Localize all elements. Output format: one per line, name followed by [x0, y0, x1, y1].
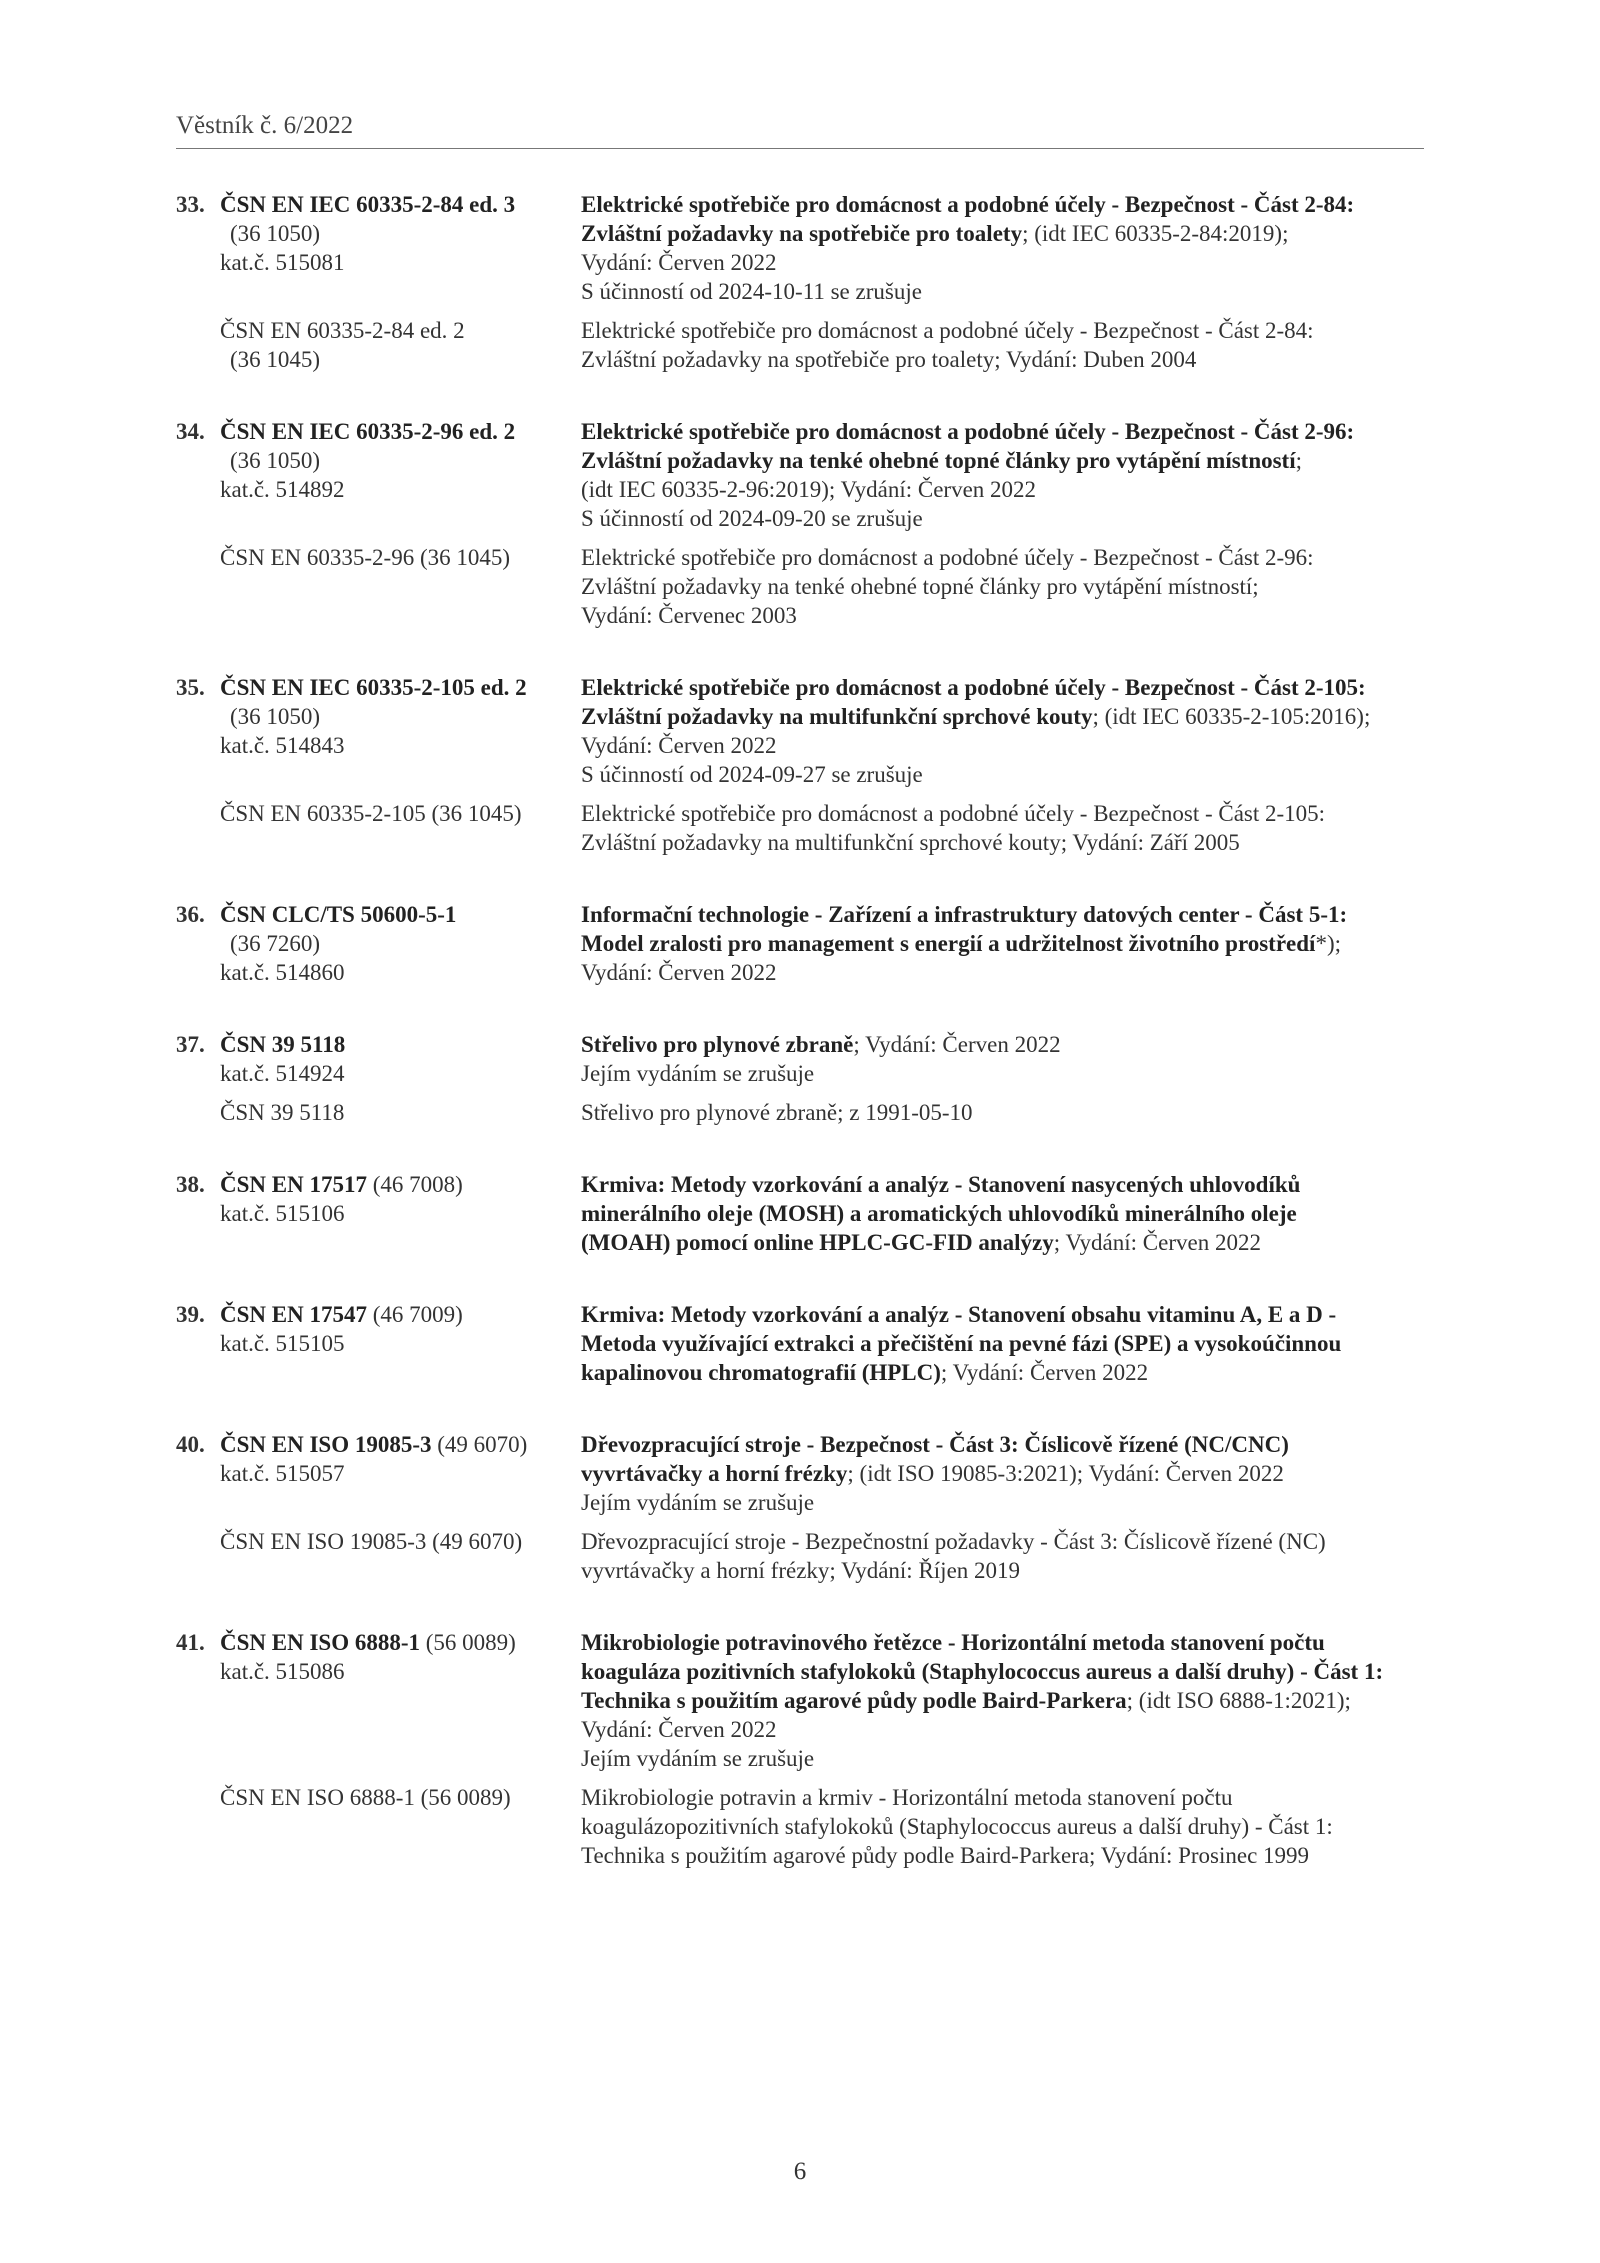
- standard-title-block: [581, 1430, 1424, 1517]
- standard-title-block: [581, 673, 1424, 789]
- catalog-number: kat.č. 515081: [220, 250, 345, 275]
- standard-id: ČSN EN ISO 6888-1: [220, 1630, 421, 1655]
- replaced-id-column: [176, 543, 581, 630]
- standard-id-line: [176, 1430, 581, 1459]
- standard-code: (46 7008): [372, 1172, 463, 1197]
- replaced-line: vyvrtávačky a horní frézky; Vydání: Říjen 2019: [581, 1558, 1021, 1583]
- meta-line: Jejím vydáním se zrušuje: [581, 1746, 815, 1771]
- standard-description: [581, 1430, 1424, 1517]
- standard-id-column: [176, 190, 581, 306]
- standard-row: [176, 1300, 1424, 1387]
- standard-entry: [176, 417, 1424, 630]
- standard-title-block: [581, 900, 1424, 987]
- replaced-standard-id: ČSN EN 60335-2-84 ed. 2: [220, 318, 465, 343]
- standard-title-block: [581, 190, 1424, 306]
- entry-number: 38.: [176, 1172, 205, 1197]
- title-line: Metoda využívající extrakci a přečištění na pevné fázi (SPE) a vysokoúčinnou: [581, 1331, 1342, 1356]
- replaced-standard-row: [176, 316, 1424, 374]
- meta-line: Vydání: Červen 2022: [581, 960, 777, 985]
- standard-row: [176, 1628, 1424, 1773]
- meta-line: Jejím vydáním se zrušuje: [581, 1490, 815, 1515]
- title-line: Zvláštní požadavky na multifunkční sprchové kouty: [581, 704, 1093, 729]
- standard-description: [581, 900, 1424, 987]
- title-line: Krmiva: Metody vzorkování a analýz - Stanovení obsahu vitaminu A, E a D -: [581, 1302, 1337, 1327]
- meta-line: ; Vydání: Červen 2022: [1053, 1230, 1261, 1255]
- meta-line: Vydání: Červen 2022: [581, 1717, 777, 1742]
- meta-line: ; (idt ISO 19085-3:2021); Vydání: Červen 2022: [847, 1461, 1284, 1486]
- title-line: minerálního oleje (MOSH) a aromatických uhlovodíků minerálního oleje: [581, 1201, 1297, 1226]
- standard-id-column: [176, 1030, 581, 1088]
- meta-line: S účinností od 2024-09-27 se zrušuje: [581, 762, 923, 787]
- meta-line: ; Vydání: Červen 2022: [853, 1032, 1061, 1057]
- standards-list: [176, 190, 1424, 1913]
- standard-description: [581, 417, 1424, 533]
- standard-id-line: [176, 1030, 581, 1059]
- standard-description: [581, 1628, 1424, 1773]
- replaced-description: [581, 1098, 1424, 1127]
- standard-id: ČSN EN IEC 60335-2-105 ed. 2: [220, 675, 527, 700]
- standard-row: [176, 900, 1424, 987]
- entry-number: 41.: [176, 1630, 205, 1655]
- standard-code: (36 7260): [230, 931, 321, 956]
- entry-number: 35.: [176, 675, 205, 700]
- title-line: Elektrické spotřebiče pro domácnost a podobné účely - Bezpečnost - Část 2-105:: [581, 675, 1366, 700]
- title-line: Elektrické spotřebiče pro domácnost a podobné účely - Bezpečnost - Část 2-96:: [581, 419, 1355, 444]
- standard-id-line: [176, 1300, 581, 1329]
- standard-id: ČSN CLC/TS 50600-5-1: [220, 902, 457, 927]
- meta-line: *);: [1315, 931, 1342, 956]
- replaced-standard-id: ČSN EN ISO 6888-1 (56 0089): [220, 1785, 511, 1810]
- meta-line: ; (idt ISO 6888-1:2021);: [1126, 1688, 1351, 1713]
- standard-title-block: [581, 1628, 1424, 1773]
- replaced-line: Zvláštní požadavky na tenké ohebné topné články pro vytápění místností;: [581, 574, 1259, 599]
- standard-id: ČSN EN 17517: [220, 1172, 367, 1197]
- entry-number: 40.: [176, 1432, 205, 1457]
- meta-line: ; Vydání: Červen 2022: [940, 1360, 1149, 1385]
- catalog-number: kat.č. 515057: [220, 1461, 345, 1486]
- replaced-line: Elektrické spotřebiče pro domácnost a podobné účely - Bezpečnost - Část 2-105:: [581, 801, 1326, 826]
- standard-id: ČSN EN 17547: [220, 1302, 367, 1327]
- replaced-id-column: [176, 1098, 581, 1127]
- standard-description: [581, 673, 1424, 789]
- standard-entry: [176, 190, 1424, 374]
- meta-line: ; (idt IEC 60335-2-84:2019);: [1022, 221, 1289, 246]
- standard-entry: [176, 1300, 1424, 1387]
- title-line: (MOAH) pomocí online HPLC-GC-FID analýzy: [581, 1230, 1054, 1255]
- meta-line: Vydání: Červen 2022: [581, 733, 777, 758]
- standard-id-line: [176, 190, 581, 219]
- standard-id-column: [176, 900, 581, 987]
- catalog-number: kat.č. 514892: [220, 477, 345, 502]
- replaced-id-column: [176, 1783, 581, 1870]
- replaced-line: Technika s použitím agarové půdy podle Baird-Parkera; Vydání: Prosinec 1999: [581, 1843, 1310, 1868]
- title-line: Zvláštní požadavky na tenké ohebné topné články pro vytápění místností: [581, 448, 1296, 473]
- entry-number: 36.: [176, 902, 205, 927]
- entry-number: 37.: [176, 1032, 205, 1057]
- title-line: Elektrické spotřebiče pro domácnost a podobné účely - Bezpečnost - Část 2-84:: [581, 192, 1355, 217]
- replaced-line: Střelivo pro plynové zbraně; z 1991-05-10: [581, 1100, 973, 1125]
- standard-id-column: [176, 1628, 581, 1773]
- replaced-line: Zvláštní požadavky na multifunkční sprchové kouty; Vydání: Září 2005: [581, 830, 1240, 855]
- standard-entry: [176, 900, 1424, 987]
- standard-row: [176, 1030, 1424, 1088]
- replaced-line: Mikrobiologie potravin a krmiv - Horizontální metoda stanovení počtu: [581, 1785, 1233, 1810]
- title-line: Dřevozpracující stroje - Bezpečnost - Část 3: Číslicově řízené (NC/CNC): [581, 1432, 1289, 1457]
- standard-id-line: [176, 900, 581, 929]
- standard-id: ČSN EN IEC 60335-2-96 ed. 2: [220, 419, 516, 444]
- replaced-description: [581, 543, 1424, 630]
- standard-id: ČSN EN IEC 60335-2-84 ed. 3: [220, 192, 516, 217]
- standard-entry: [176, 673, 1424, 857]
- standard-id-line: [176, 417, 581, 446]
- standard-title-block: [581, 1030, 1424, 1088]
- standard-entry: [176, 1030, 1424, 1127]
- meta-line: S účinností od 2024-10-11 se zrušuje: [581, 279, 922, 304]
- replaced-line: koagulázopozitivních stafylokoků (Staphylococcus aureus a další druhy) - Část 1:: [581, 1814, 1333, 1839]
- replaced-standard-id: ČSN EN 60335-2-96 (36 1045): [220, 545, 511, 570]
- standard-code: (36 1050): [230, 221, 321, 246]
- replaced-description: [581, 799, 1424, 857]
- standard-entry: [176, 1170, 1424, 1257]
- standard-id: ČSN 39 5118: [220, 1032, 346, 1057]
- replaced-description: [581, 316, 1424, 374]
- standard-description: [581, 190, 1424, 306]
- catalog-number: kat.č. 515106: [220, 1201, 345, 1226]
- title-line: Krmiva: Metody vzorkování a analýz - Stanovení nasycených uhlovodíků: [581, 1172, 1301, 1197]
- standard-code: (36 1050): [230, 704, 321, 729]
- catalog-number: kat.č. 515105: [220, 1331, 345, 1356]
- title-line: Střelivo pro plynové zbraně: [581, 1032, 854, 1057]
- standard-title-block: [581, 1170, 1424, 1257]
- replaced-line: Zvláštní požadavky na spotřebiče pro toalety; Vydání: Duben 2004: [581, 347, 1197, 372]
- standard-row: [176, 417, 1424, 533]
- standard-description: [581, 1030, 1424, 1088]
- standard-id-line: [176, 1170, 581, 1199]
- replaced-id-column: [176, 799, 581, 857]
- page-number: 6: [793, 2158, 807, 2185]
- meta-line: (idt IEC 60335-2-96:2019); Vydání: Červen 2022: [581, 477, 1037, 502]
- replaced-id-column: [176, 316, 581, 374]
- title-line: Model zralosti pro management s energií a udržitelnost životního prostředí: [581, 931, 1316, 956]
- standard-description: [581, 1170, 1424, 1257]
- standard-id-line: [176, 673, 581, 702]
- standard-row: [176, 190, 1424, 306]
- catalog-number: kat.č. 514860: [220, 960, 345, 985]
- replaced-standard-row: [176, 1098, 1424, 1127]
- standard-entry: [176, 1430, 1424, 1585]
- entry-number: 34.: [176, 419, 205, 444]
- standard-entry: [176, 1628, 1424, 1870]
- replaced-id-column: [176, 1527, 581, 1585]
- replaced-line: Vydání: Červenec 2003: [581, 603, 797, 628]
- standard-row: [176, 1430, 1424, 1517]
- entry-number: 33.: [176, 192, 205, 217]
- standard-id: ČSN EN ISO 19085-3: [220, 1432, 432, 1457]
- standard-id-column: [176, 1430, 581, 1517]
- standard-row: [176, 673, 1424, 789]
- catalog-number: kat.č. 515086: [220, 1659, 345, 1684]
- meta-line: S účinností od 2024-09-20 se zrušuje: [581, 506, 923, 531]
- meta-line: Vydání: Červen 2022: [581, 250, 777, 275]
- replaced-standard-row: [176, 1783, 1424, 1870]
- replaced-standard-id: ČSN EN 60335-2-105 (36 1045): [220, 801, 522, 826]
- catalog-number: kat.č. 514924: [220, 1061, 345, 1086]
- replaced-standard-row: [176, 1527, 1424, 1585]
- standard-id-column: [176, 673, 581, 789]
- title-line: Informační technologie - Zařízení a infrastruktury datových center - Část 5-1:: [581, 902, 1348, 927]
- replaced-standard-row: [176, 543, 1424, 630]
- replaced-standard-row: [176, 799, 1424, 857]
- standard-id-column: [176, 1170, 581, 1257]
- title-line: Zvláštní požadavky na spotřebiče pro toalety: [581, 221, 1023, 246]
- entry-number: 39.: [176, 1302, 205, 1327]
- meta-line: ;: [1295, 448, 1302, 473]
- replaced-description: [581, 1783, 1424, 1870]
- replaced-description: [581, 1527, 1424, 1585]
- replaced-standard-code: (36 1045): [230, 347, 321, 372]
- standard-code: (46 7009): [372, 1302, 463, 1327]
- standard-title-block: [581, 417, 1424, 533]
- standard-title-block: [581, 1300, 1424, 1387]
- page-header: Věstník č. 6/2022: [176, 112, 1424, 149]
- standard-description: [581, 1300, 1424, 1387]
- title-line: koaguláza pozitivních stafylokoků (Staphylococcus aureus a další druhy) - Část 1:: [581, 1659, 1384, 1684]
- meta-line: ; (idt IEC 60335-2-105:2016);: [1092, 704, 1371, 729]
- catalog-number: kat.č. 514843: [220, 733, 345, 758]
- standard-id-column: [176, 417, 581, 533]
- title-line: vyvrtávačky a horní frézky: [581, 1461, 848, 1486]
- replaced-line: Dřevozpracující stroje - Bezpečnostní požadavky - Část 3: Číslicově řízené (NC): [581, 1529, 1326, 1554]
- standard-row: [176, 1170, 1424, 1257]
- standard-id-column: [176, 1300, 581, 1387]
- title-line: kapalinovou chromatografií (HPLC): [581, 1360, 941, 1385]
- replaced-standard-id: ČSN EN ISO 19085-3 (49 6070): [220, 1529, 523, 1554]
- title-line: Technika s použitím agarové půdy podle Baird-Parkera: [581, 1688, 1127, 1713]
- meta-line: Jejím vydáním se zrušuje: [581, 1061, 815, 1086]
- replaced-line: Elektrické spotřebiče pro domácnost a podobné účely - Bezpečnost - Část 2-84:: [581, 318, 1314, 343]
- standard-code: (36 1050): [230, 448, 321, 473]
- replaced-standard-id: ČSN 39 5118: [220, 1100, 345, 1125]
- standard-id-line: [176, 1628, 581, 1657]
- replaced-line: Elektrické spotřebiče pro domácnost a podobné účely - Bezpečnost - Část 2-96:: [581, 545, 1314, 570]
- title-line: Mikrobiologie potravinového řetězce - Horizontální metoda stanovení počtu: [581, 1630, 1325, 1655]
- standard-code: (49 6070): [437, 1432, 528, 1457]
- standard-code: (56 0089): [425, 1630, 516, 1655]
